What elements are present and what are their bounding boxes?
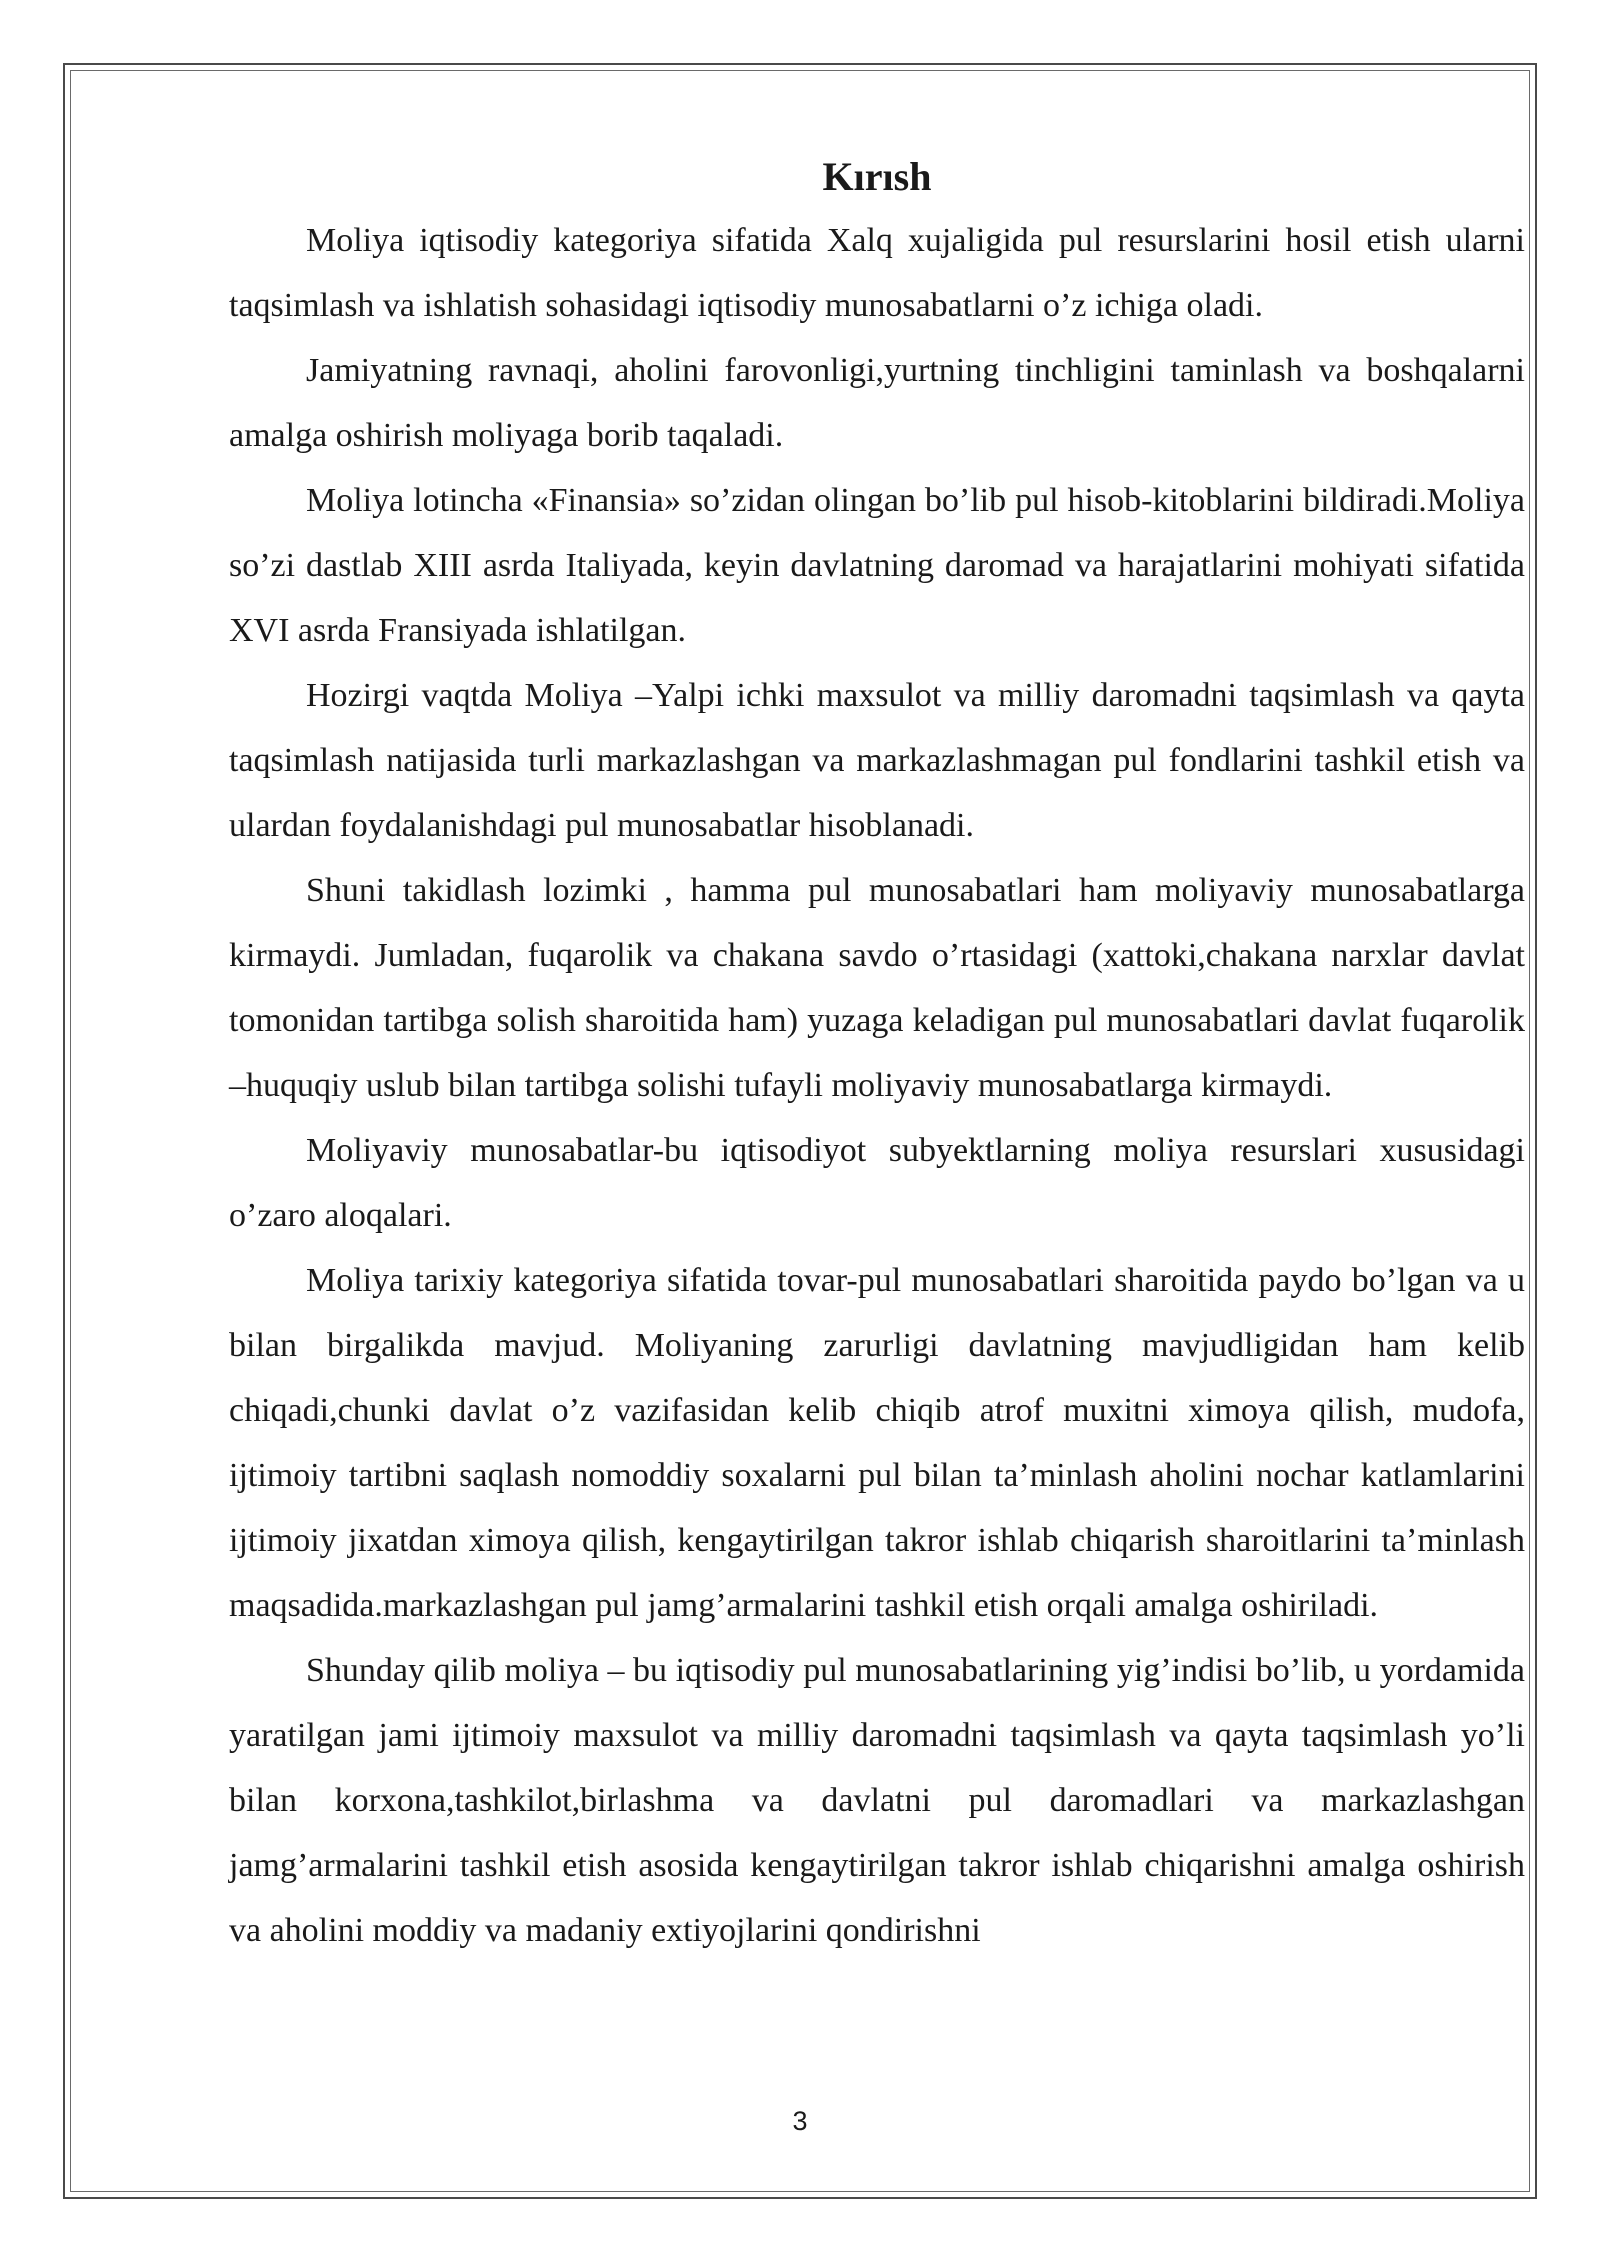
document-title: Kırısh [822,154,932,199]
paragraph: Hozirgi vaqtda Moliya –Yalpi ichki maxsulot va milliy daromadni taqsimlash va qayta taqsimlash natijasida turli markazlashgan va markazlashmagan pul fondlarini tashkil etish va ulardan foydalanishdagi pul munosabatlar hisoblanadi. [229,677,1525,844]
document-body [229,148,1525,1963]
paragraph: Moliya tarixiy kategoriya sifatida tovar-pul munosabatlari sharoitida paydo bo’lgan va u bilan birgalikda mavjud. Moliyaning zarurligi davlatning mavjudligidan ham kelib chiqadi,chunki davlat o’z vazifasidan kelib chiqib atrof muxitni ximoya qilish, mudofa, ijtimoiy tartibni saqlash nomoddiy soxalarni pul bilan ta’minlash aholini nochar katlamlarini ijtimoiy jixatdan ximoya qilish, kengaytirilgan takror ishlab chiqarish sharoitlarini ta’minlash maqsadida.markazlashgan pul jamg’armalarini tashkil etish orqali amalga oshiriladi. [229,1262,1525,1624]
paragraph: Jamiyatning ravnaqi, aholini farovonligi,yurtning tinchligini taminlash va boshqalarni amalga oshirish moliyaga borib taqaladi. [229,352,1525,454]
paragraph: Shuni takidlash lozimki , hamma pul munosabatlari ham moliyaviy munosabatlarga kirmaydi. Jumladan, fuqarolik va chakana savdo o’rtasidagi (xattoki,chakana narxlar davlat tomonidan tartibga solish sharoitida ham) yuzaga keladigan pul munosabatlari davlat fuqarolik –huquqiy uslub bilan tartibga solishi tufayli moliyaviy munosabatlarga kirmaydi. [229,872,1525,1104]
paragraph: Moliya iqtisodiy kategoriya sifatida Xalq xujaligida pul resurslarini hosil etish ularni taqsimlash va ishlatish sohasidagi iqtisodiy munosabatlarni o’z ichiga oladi. [229,222,1525,324]
paragraph: Moliyaviy munosabatlar-bu iqtisodiyot subyektlarning moliya resurslari xususidagi o’zaro aloqalari. [229,1132,1525,1234]
paragraph: Shunday qilib moliya – bu iqtisodiy pul munosabatlarining yig’indisi bo’lib, u yordamida yaratilgan jami ijtimoiy maxsulot va milliy daromadni taqsimlash va qayta taqsimlash yo’li bilan korxona,tashkilot,birlashma va davlatni pul daromadlari va markazlashgan jamg’armalarini tashkil etish asosida kengaytirilgan takror ishlab chiqarishni amalga oshirish va aholini moddiy va madaniy extiyojlarini qondirishni [229,1652,1525,1949]
paragraph: Moliya lotincha «Finansia» so’zidan olingan bo’lib pul hisob-kitoblarini bildiradi.Moliya so’zi dastlab XIII asrda Italiyada, keyin davlatning daromad va harajatlarini mohiyati sifatida XVI asrda Fransiyada ishlatilgan. [229,482,1525,649]
page-number: 3 [792,2106,808,2136]
